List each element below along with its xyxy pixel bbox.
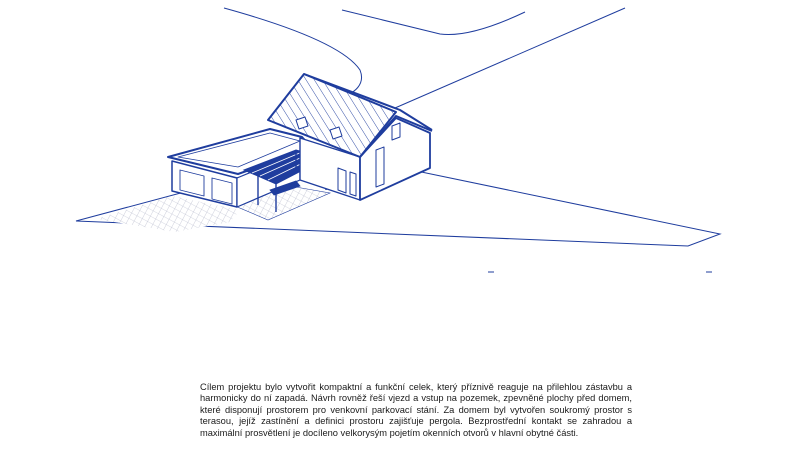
project-description: Cílem projektu bylo vytvořit kompaktní a funkční celek, který příznivě reaguje na přilehlou zástavbu a harmonicky do ní zapadá. Návrh rovněž řeší vjezd a vstup na pozemek, zpevněné plochy před domem, které disponují prostorem pro venkovní parkovací stání. Za domem byl vytvořen soukromý prostor s terasou, jejíž zastínění a definici prostoru zajišťuje pergola. Bezprostřední kontakt se zahradou a maximální prosvětlení je docíleno velkorysým pojetím okenních otvorů v hlavní obytné části. [200, 382, 632, 438]
road-line-right [342, 10, 525, 35]
gable-window-tall [376, 147, 384, 187]
side-window-2 [350, 172, 356, 196]
road-line-upper [224, 8, 362, 100]
gable-window-top [392, 123, 400, 140]
side-window-1 [338, 168, 346, 193]
access-line [395, 8, 625, 108]
